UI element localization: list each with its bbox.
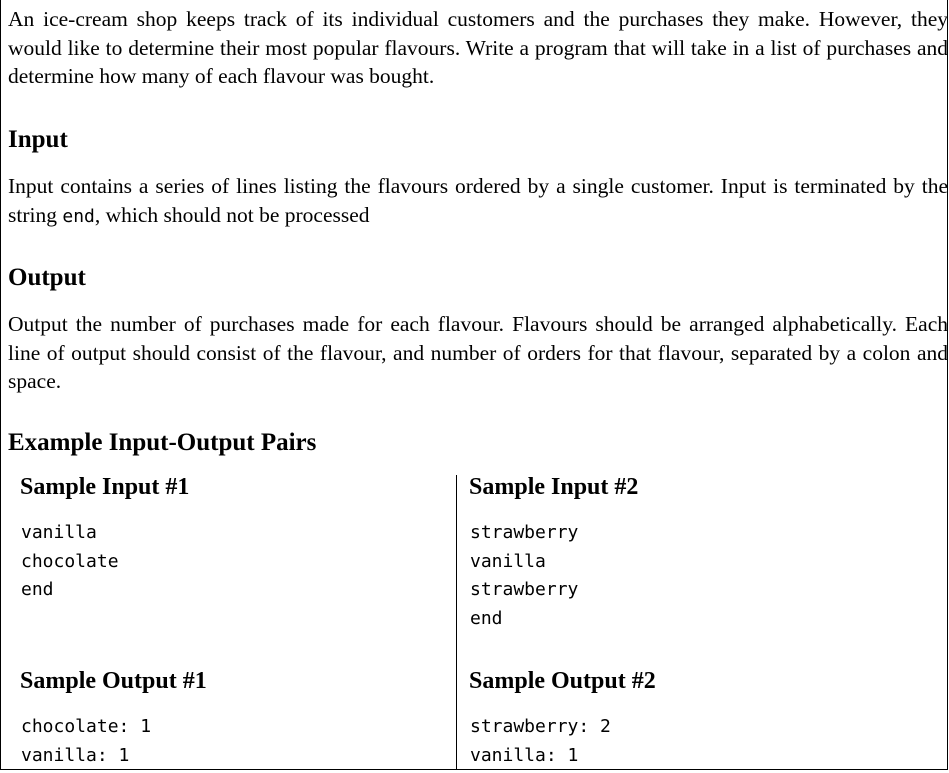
code-line: strawberry (470, 522, 579, 543)
code-line: vanilla (21, 522, 97, 543)
sample-column-divider (456, 475, 457, 770)
input-description (8, 172, 948, 231)
code-line: strawberry: 2 (470, 716, 611, 737)
code-line: end (470, 607, 503, 629)
sample-output-1-block (21, 713, 151, 770)
input-text-before: Input contains a series of lines listing the flavours ordered by a single customer. Input is terminated by the string (8, 174, 948, 227)
code-line: chocolate: 1 (21, 716, 152, 737)
code-line: vanilla (470, 550, 546, 572)
intro-paragraph: An ice-cream shop keeps track of its individual customers and the purchases they make. However, they would like to determine their most popular flavours. Write a program that will take in a list of purchases and determine how many of each flavour was bought. (8, 7, 948, 88)
code-line: vanilla: 1 (470, 744, 579, 766)
sample-input-2-title: Sample Input #2 (469, 474, 639, 500)
output-description: Output the number of purchases made for each flavour. Flavours should be arranged alphabetically. Each line of output should consist of the flavour, and number of orders for that flavour, separated by a colon and space. (8, 312, 948, 393)
sample-input-1-title: Sample Input #1 (20, 474, 190, 500)
end-keyword: end (62, 205, 95, 227)
sample-output-1-title: Sample Output #1 (20, 668, 207, 694)
code-line: end (21, 579, 54, 600)
examples-heading: Example Input-Output Pairs (8, 429, 317, 456)
sample-output-2-block (470, 713, 611, 770)
code-line: chocolate (21, 550, 119, 572)
input-heading: Input (8, 126, 68, 153)
code-line: vanilla: 1 (21, 744, 130, 766)
input-text-after: , which should not be processed (94, 202, 370, 227)
sample-input-1-block (21, 519, 119, 605)
sample-input-2-block (470, 519, 578, 633)
code-line: strawberry (470, 579, 579, 600)
output-heading: Output (8, 264, 86, 291)
sample-output-2-title: Sample Output #2 (469, 668, 656, 694)
